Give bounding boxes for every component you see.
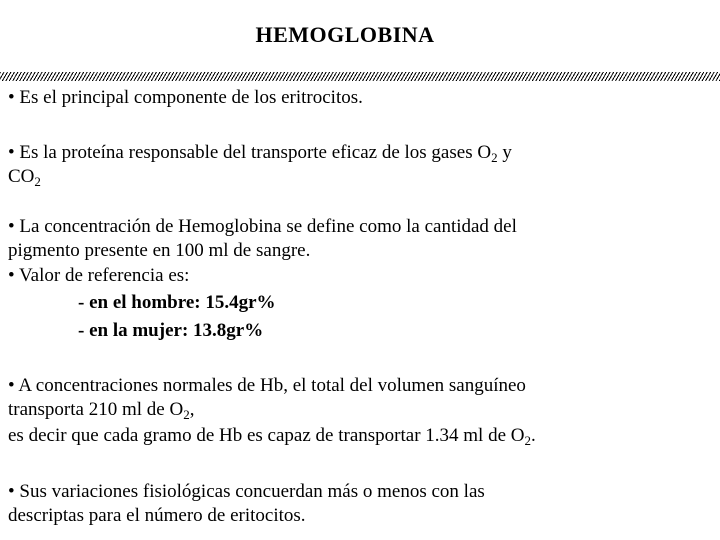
- bullet-text: transporta 210 ml de O: [8, 399, 184, 420]
- bullet-concentraciones-line3: [8, 424, 708, 448]
- subscript: 2: [183, 407, 190, 422]
- hatched-divider: [0, 72, 720, 81]
- bullet-concentracion-line2: pigmento presente en 100 ml de sangre.: [8, 240, 311, 261]
- bullet-proteina-transporte: [8, 141, 708, 165]
- subscript: 2: [491, 150, 498, 165]
- bullet-text-end: y: [497, 142, 512, 163]
- bullet-concentraciones-line2: [8, 398, 708, 422]
- bullet-proteina-transporte-cont: [8, 165, 708, 189]
- subscript: 2: [34, 174, 41, 189]
- reference-men: - en el hombre: 15.4gr%: [78, 292, 276, 313]
- bullet-text: CO: [8, 166, 35, 187]
- bullet-text: • Es la proteína responsable del transporte eficaz de los gases O: [8, 142, 492, 163]
- bullet-text-end: ,: [189, 399, 195, 420]
- bullet-variaciones-line2: descriptas para el número de eritocitos.: [8, 505, 306, 526]
- bullet-concentraciones-line1: • A concentraciones normales de Hb, el total del volumen sanguíneo: [8, 375, 526, 396]
- bullet-concentracion-line1: • La concentración de Hemoglobina se define como la cantidad del: [8, 216, 517, 237]
- page-title: HEMOGLOBINA: [255, 22, 435, 47]
- subscript: 2: [524, 433, 531, 448]
- reference-women: - en la mujer: 13.8gr%: [78, 320, 264, 341]
- bullet-text-end: .: [530, 425, 536, 446]
- bullet-valor-referencia: • Valor de referencia es:: [8, 265, 190, 286]
- bullet-variaciones-line1: • Sus variaciones fisiológicas concuerdan más o menos con las: [8, 481, 485, 502]
- bullet-text: es decir que cada gramo de Hb es capaz de transportar 1.34 ml de O: [8, 425, 525, 446]
- bullet-principal-componente: • Es el principal componente de los eritrocitos.: [8, 87, 363, 108]
